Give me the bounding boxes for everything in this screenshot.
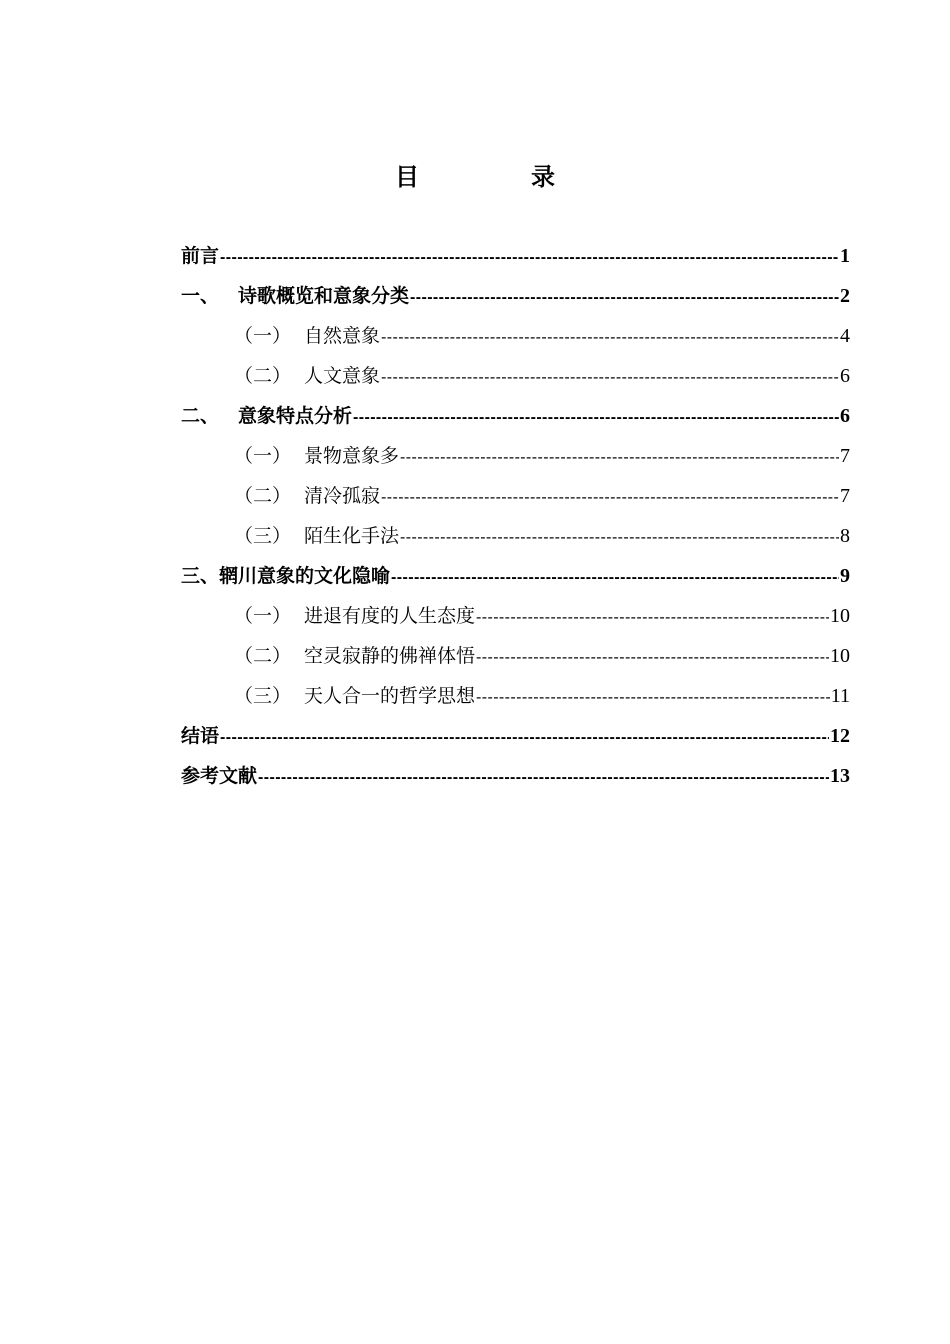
dot-leader (400, 438, 839, 476)
toc-entry-section-1-1[interactable] (181, 316, 850, 356)
dot-leader (381, 358, 839, 396)
dot-leader (381, 318, 839, 356)
toc-entry-label: 参考文献 (181, 765, 258, 787)
dot-leader (258, 758, 829, 796)
toc-entry-label: 辋川意象的文化隐喻 (219, 565, 391, 587)
toc-entry-number: 二、 (181, 405, 220, 427)
toc-entry-number: （二） (234, 645, 292, 667)
toc-entry-label: 诗歌概览和意象分类 (238, 285, 410, 307)
dot-leader (400, 518, 839, 556)
toc-entry-number: （一） (234, 445, 292, 467)
toc-title: 目 录 (395, 163, 599, 191)
toc-entry-label: 自然意象 (304, 325, 381, 347)
toc-entry-number: （一） (234, 605, 292, 627)
dot-leader (381, 478, 839, 516)
toc-entry-number: 一、 (181, 285, 220, 307)
toc-entry-section-2-2[interactable] (181, 476, 850, 516)
toc-entry-section-2-1[interactable] (181, 436, 850, 476)
dot-leader (476, 598, 829, 636)
toc-entry-page: 6 (840, 365, 850, 387)
toc-entry-page: 10 (830, 605, 850, 627)
dot-leader (410, 278, 839, 316)
dot-leader (220, 238, 839, 276)
toc-entry-page: 8 (840, 525, 850, 547)
toc-entry-references[interactable] (181, 756, 850, 796)
dot-leader (220, 718, 829, 756)
toc-entry-section-3-2[interactable] (181, 636, 850, 676)
toc-entry-page: 7 (840, 485, 850, 507)
toc-entry-label: 清冷孤寂 (304, 485, 381, 507)
toc-entry-page: 13 (830, 765, 850, 787)
toc-entry-page: 12 (830, 725, 850, 747)
toc-entry-page: 2 (840, 285, 850, 307)
toc-entry-chapter-1[interactable] (181, 276, 850, 316)
toc-entry-page: 4 (840, 325, 850, 347)
toc-entry-label: 天人合一的哲学思想 (304, 685, 476, 707)
toc-entry-page: 7 (840, 445, 850, 467)
toc-entry-section-1-2[interactable] (181, 356, 850, 396)
toc-entry-number: （二） (234, 365, 292, 387)
toc-entry-label: 空灵寂静的佛禅体悟 (304, 645, 476, 667)
dot-leader (391, 558, 839, 596)
toc-entry-number: （二） (234, 485, 292, 507)
dot-leader (476, 678, 830, 716)
toc-entry-page: 10 (830, 645, 850, 667)
toc-entry-chapter-3[interactable] (181, 556, 850, 596)
dot-leader (476, 638, 829, 676)
toc-entry-page: 11 (830, 685, 850, 707)
toc-entry-section-3-3[interactable] (181, 676, 850, 716)
toc-entry-number: （一） (234, 325, 292, 347)
toc-entry-label: 前言 (181, 245, 220, 267)
toc-entry-number: （三） (234, 525, 292, 547)
toc-entry-preface[interactable] (181, 236, 850, 276)
toc-entry-page: 9 (840, 565, 850, 587)
toc-entry-label: 进退有度的人生态度 (304, 605, 476, 627)
toc-entry-page: 1 (840, 245, 850, 267)
toc-entry-number: （三） (234, 685, 292, 707)
toc-entry-chapter-2[interactable] (181, 396, 850, 436)
toc-entry-label: 意象特点分析 (238, 405, 353, 427)
toc-entry-label: 陌生化手法 (304, 525, 400, 547)
toc-entry-section-2-3[interactable] (181, 516, 850, 556)
table-of-contents (181, 236, 850, 796)
toc-entry-label: 人文意象 (304, 365, 381, 387)
toc-entry-label: 结语 (181, 725, 220, 747)
toc-entry-number: 三、 (181, 565, 220, 587)
dot-leader (353, 398, 839, 436)
toc-entry-label: 景物意象多 (304, 445, 400, 467)
toc-entry-page: 6 (840, 405, 850, 427)
toc-entry-section-3-1[interactable] (181, 596, 850, 636)
toc-entry-conclusion[interactable] (181, 716, 850, 756)
